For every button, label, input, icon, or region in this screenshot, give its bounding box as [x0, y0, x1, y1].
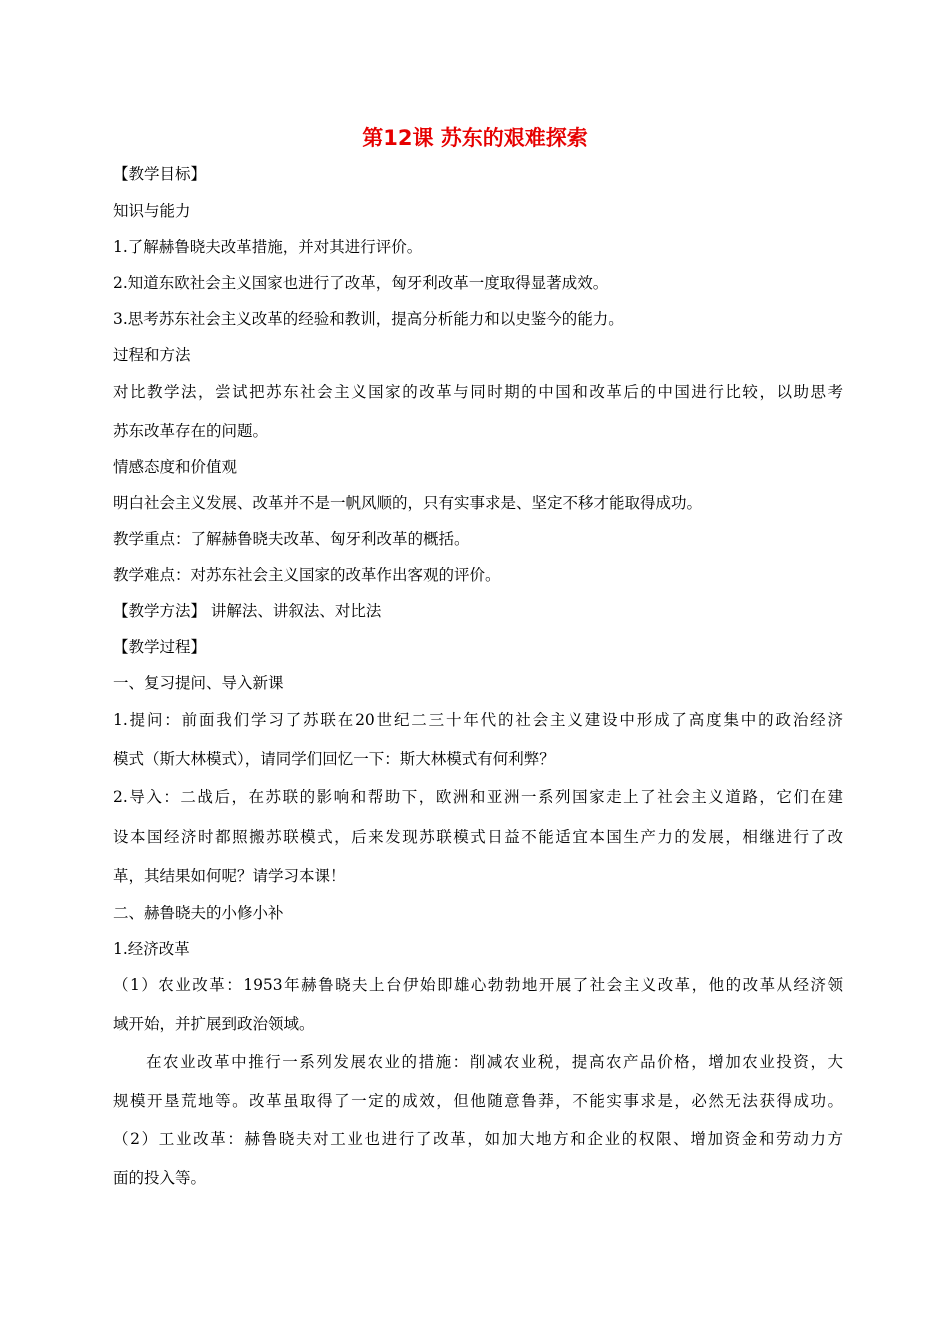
sub-heading: 知识与能力 [113, 202, 191, 220]
document-title: 第12课 苏东的艰难探索 [362, 126, 588, 150]
paragraph-line: 2.导入：二战后，在苏联的影响和帮助下，欧洲和亚洲一系列国家走上了社会主义道路，它们在建 [113, 788, 843, 806]
paragraph-line: 在农业改革中推行一系列发展农业的措施：削减农业税，提高农产品价格，增加农业投资，大 [146, 1053, 843, 1071]
paragraph-line: 域开始，并扩展到政治领域。 [113, 1015, 315, 1033]
section-heading: 【教学方法】 讲解法、讲叙法、对比法 [113, 602, 382, 620]
paragraph-line: 革，其结果如何呢？请学习本课！ [113, 867, 346, 885]
paragraph-line: 1.了解赫鲁晓夫改革措施，并对其进行评价。 [113, 238, 423, 256]
paragraph-line: 对比教学法，尝试把苏东社会主义国家的改革与同时期的中国和改革后的中国进行比较，以助思考 [113, 383, 843, 401]
paragraph-line: 模式（斯大林模式），请同学们回忆一下：斯大林模式有何利弊？ [113, 750, 555, 768]
paragraph-line: 教学难点：对苏东社会主义国家的改革作出客观的评价。 [113, 566, 501, 584]
sub-heading: 情感态度和价值观 [113, 458, 238, 476]
paragraph-line: 3.思考苏东社会主义改革的经验和教训，提高分析能力和以史鉴今的能力。 [113, 310, 624, 328]
paragraph-line: （1）农业改革：1953年赫鲁晓夫上台伊始即雄心勃勃地开展了社会主义改革，他的改革从经济领 [113, 976, 843, 994]
paragraph-line: （2）工业改革：赫鲁晓夫对工业也进行了改革，如加大地方和企业的权限、增加资金和劳动力方 [113, 1130, 843, 1148]
paragraph-line: 明白社会主义发展、改革并不是一帆风顺的，只有实事求是、坚定不移才能取得成功。 [113, 494, 703, 512]
paragraph-line: 面的投入等。 [113, 1169, 207, 1187]
section-heading: 【教学过程】 [113, 638, 207, 656]
sub-heading: 一、复习提问、导入新课 [113, 674, 284, 692]
paragraph-line: 设本国经济时都照搬苏联模式，后来发现苏联模式日益不能适宜本国生产力的发展，相继进行了改 [113, 828, 843, 846]
sub-heading: 二、赫鲁晓夫的小修小补 [113, 904, 284, 922]
paragraph-line: 教学重点：了解赫鲁晓夫改革、匈牙利改革的概括。 [113, 530, 470, 548]
section-heading: 【教学目标】 [113, 165, 207, 183]
sub-heading: 过程和方法 [113, 346, 191, 364]
paragraph-line: 1.提问：前面我们学习了苏联在20世纪二三十年代的社会主义建设中形成了高度集中的政治经济 [113, 711, 843, 729]
paragraph-line: 规模开垦荒地等。改革虽取得了一定的成效，但他随意鲁莽，不能实事求是，必然无法获得成功。 [113, 1092, 843, 1110]
paragraph-line: 苏东改革存在的问题。 [113, 422, 269, 440]
sub-heading: 1.经济改革 [113, 940, 190, 958]
paragraph-line: 2.知道东欧社会主义国家也进行了改革，匈牙利改革一度取得显著成效。 [113, 274, 609, 292]
